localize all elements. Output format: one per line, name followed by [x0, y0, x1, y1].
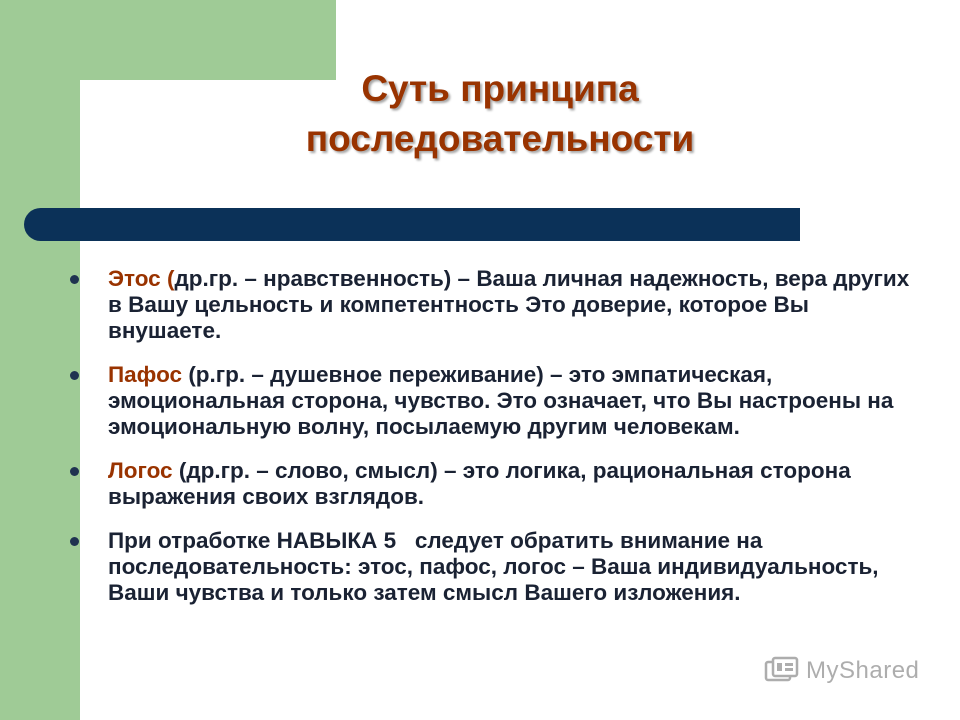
watermark-text: MyShared: [806, 657, 920, 684]
bullet-term: Пафос: [108, 362, 183, 387]
myshared-logo-icon: [764, 656, 800, 686]
bullet-item-logos: [70, 458, 910, 510]
bullet-item-ethos: [70, 266, 910, 344]
bullet-dot-icon: [70, 371, 79, 380]
rounded-white-corner: [80, 80, 200, 200]
bullet-list: [70, 266, 910, 606]
bullet-dot-icon: [70, 275, 79, 284]
slide-title: [200, 64, 800, 164]
slide-title-line-2: последовательности: [305, 118, 695, 159]
bullet-dot-icon: [70, 537, 79, 546]
slide-title-line-1: Суть принципа: [361, 68, 639, 109]
bullet-item-pathos: [70, 362, 910, 440]
bullet-text: др.гр. – нравственность) – Ваша личная надежность, вера других в Вашу цельность и компетентность Это доверие, которое Вы внушаете.: [108, 266, 910, 343]
bullet-term: Этос: [108, 266, 161, 291]
bullet-item-skill5: [70, 528, 910, 606]
bullet-text: (др.гр. – слово, смысл) – это логика, рациональная сторона выражения своих взглядов.: [108, 458, 851, 509]
left-green-band: [0, 0, 80, 720]
title-divider-bar: [24, 208, 800, 241]
bullet-dot-icon: [70, 467, 79, 476]
bullet-term: Логос: [108, 458, 173, 483]
bullet-text: (р.гр. – душевное переживание) – это эмпатическая, эмоциональная сторона, чувство. Это означает, что Вы настроены на эмоциональную волну, посылаемую другим человекам.: [108, 362, 894, 439]
bullet-text: При отработке НАВЫКА 5 следует обратить внимание на последовательность: этос, пафос, логос – Ваша индивидуальность, Ваши чувства и только затем смысл Вашего изложения.: [108, 528, 885, 605]
watermark: [764, 656, 919, 686]
bullet-term-paren: (: [160, 266, 175, 291]
